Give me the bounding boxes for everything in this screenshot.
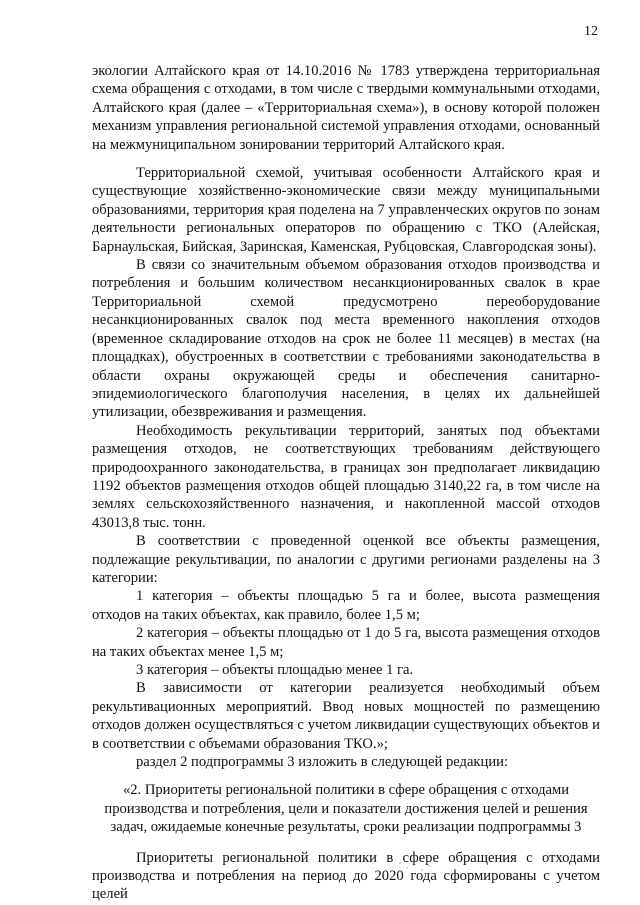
paragraph-category-2: 2 категория – объекты площадью от 1 до 5 га, высота размещения отходов на таких объектах менее 1,5 м; <box>92 625 600 660</box>
paragraph-section-amendment: раздел 2 подпрограммы 3 изложить в следующей редакции: <box>136 754 509 771</box>
page-number: 12 <box>584 24 598 39</box>
document-body <box>92 62 600 904</box>
paragraph-priorities: Приоритеты региональной политики в сфере обращения с отходами производства и потребления на период до 2020 года сформированы с учетом целей <box>92 849 600 903</box>
paragraph-territorial-scheme: экологии Алтайского края от 14.10.2016 № 1783 утверждена территориальная схема обращения с отходами, в том числе с твердыми коммунальными отходами, Алтайского края (далее – «Территориальная схема»), в основу которой положен механизм управления региональной системой управления отходами, основанный на межмуниципальном зонировании территорий Алтайского края. <box>92 63 600 153</box>
paragraph-categories-intro: В соответствии с проведенной оценкой все объекты размещения, подлежащие рекультивации, по аналогии с другими регионами разделены на 3 категории: <box>92 533 600 586</box>
paragraph-recultivation-need: Необходимость рекультивации территорий, занятых под объектами размещения отходов, не соответствующих требованиям действующего природоохранного законодательства, в границах зон предполагает ликвидацию 1192 объектов размещения отходов общей площадью 3140,22 га, в том числе на землях сельскохозяйственного назначения, и накопленной массой отходов 43013,8 тыс. тонн. <box>92 422 600 531</box>
paragraph-recultivation-measures: В зависимости от категории реализуется необходимый объем рекультивационных мероприятий. Ввод новых мощностей по размещению отходов должен осуществляться с учетом ликвидации существующих объектов и в соответствии с объемами образования ТКО.»; <box>92 680 600 752</box>
section-heading: «2. Приоритеты региональной политики в сфере обращения с отходами производства и потребления, цели и показатели достижения целей и решения задач, ожидаемые конечные результаты, сроки реализации подпрограммы 3 <box>104 782 588 836</box>
scan-artifact <box>395 860 435 876</box>
paragraph-unauthorized-dumps: В связи со значительным объемом образования отходов производства и потребления и большим количеством несанкционированных свалок в крае Территориальной схемой предусмотрено переоборудование несанкционированных свалок под места временного накопления отходов (временное складирование отходов на срок не более 11 месяцев) в местах (на площадках), обустроенных в соответствии с требованиями законодательства в области охраны окружающей среды и обеспечения санитарно-эпидемиологического благополучия населения, в целях их дальнейшей утилизации, обезвреживания и размещения. <box>92 257 600 421</box>
paragraph-management-districts: Территориальной схемой, учитывая особенности Алтайского края и существующие хозяйственно-экономические связи между муниципальными образованиями, территория края поделена на 7 управленческих округов по зонам деятельности региональных операторов по обращению с ТКО (Алейская, Барнаульская, Бийская, Заринская, Каменская, Рубцовская, Славгородская зоны). <box>92 165 600 255</box>
paragraph-category-3: 3 категория – объекты площадью менее 1 га. <box>136 662 414 678</box>
paragraph-category-1: 1 категория – объекты площадью 5 га и более, высота размещения отходов на таких объектах, как правило, более 1,5 м; <box>92 588 600 623</box>
